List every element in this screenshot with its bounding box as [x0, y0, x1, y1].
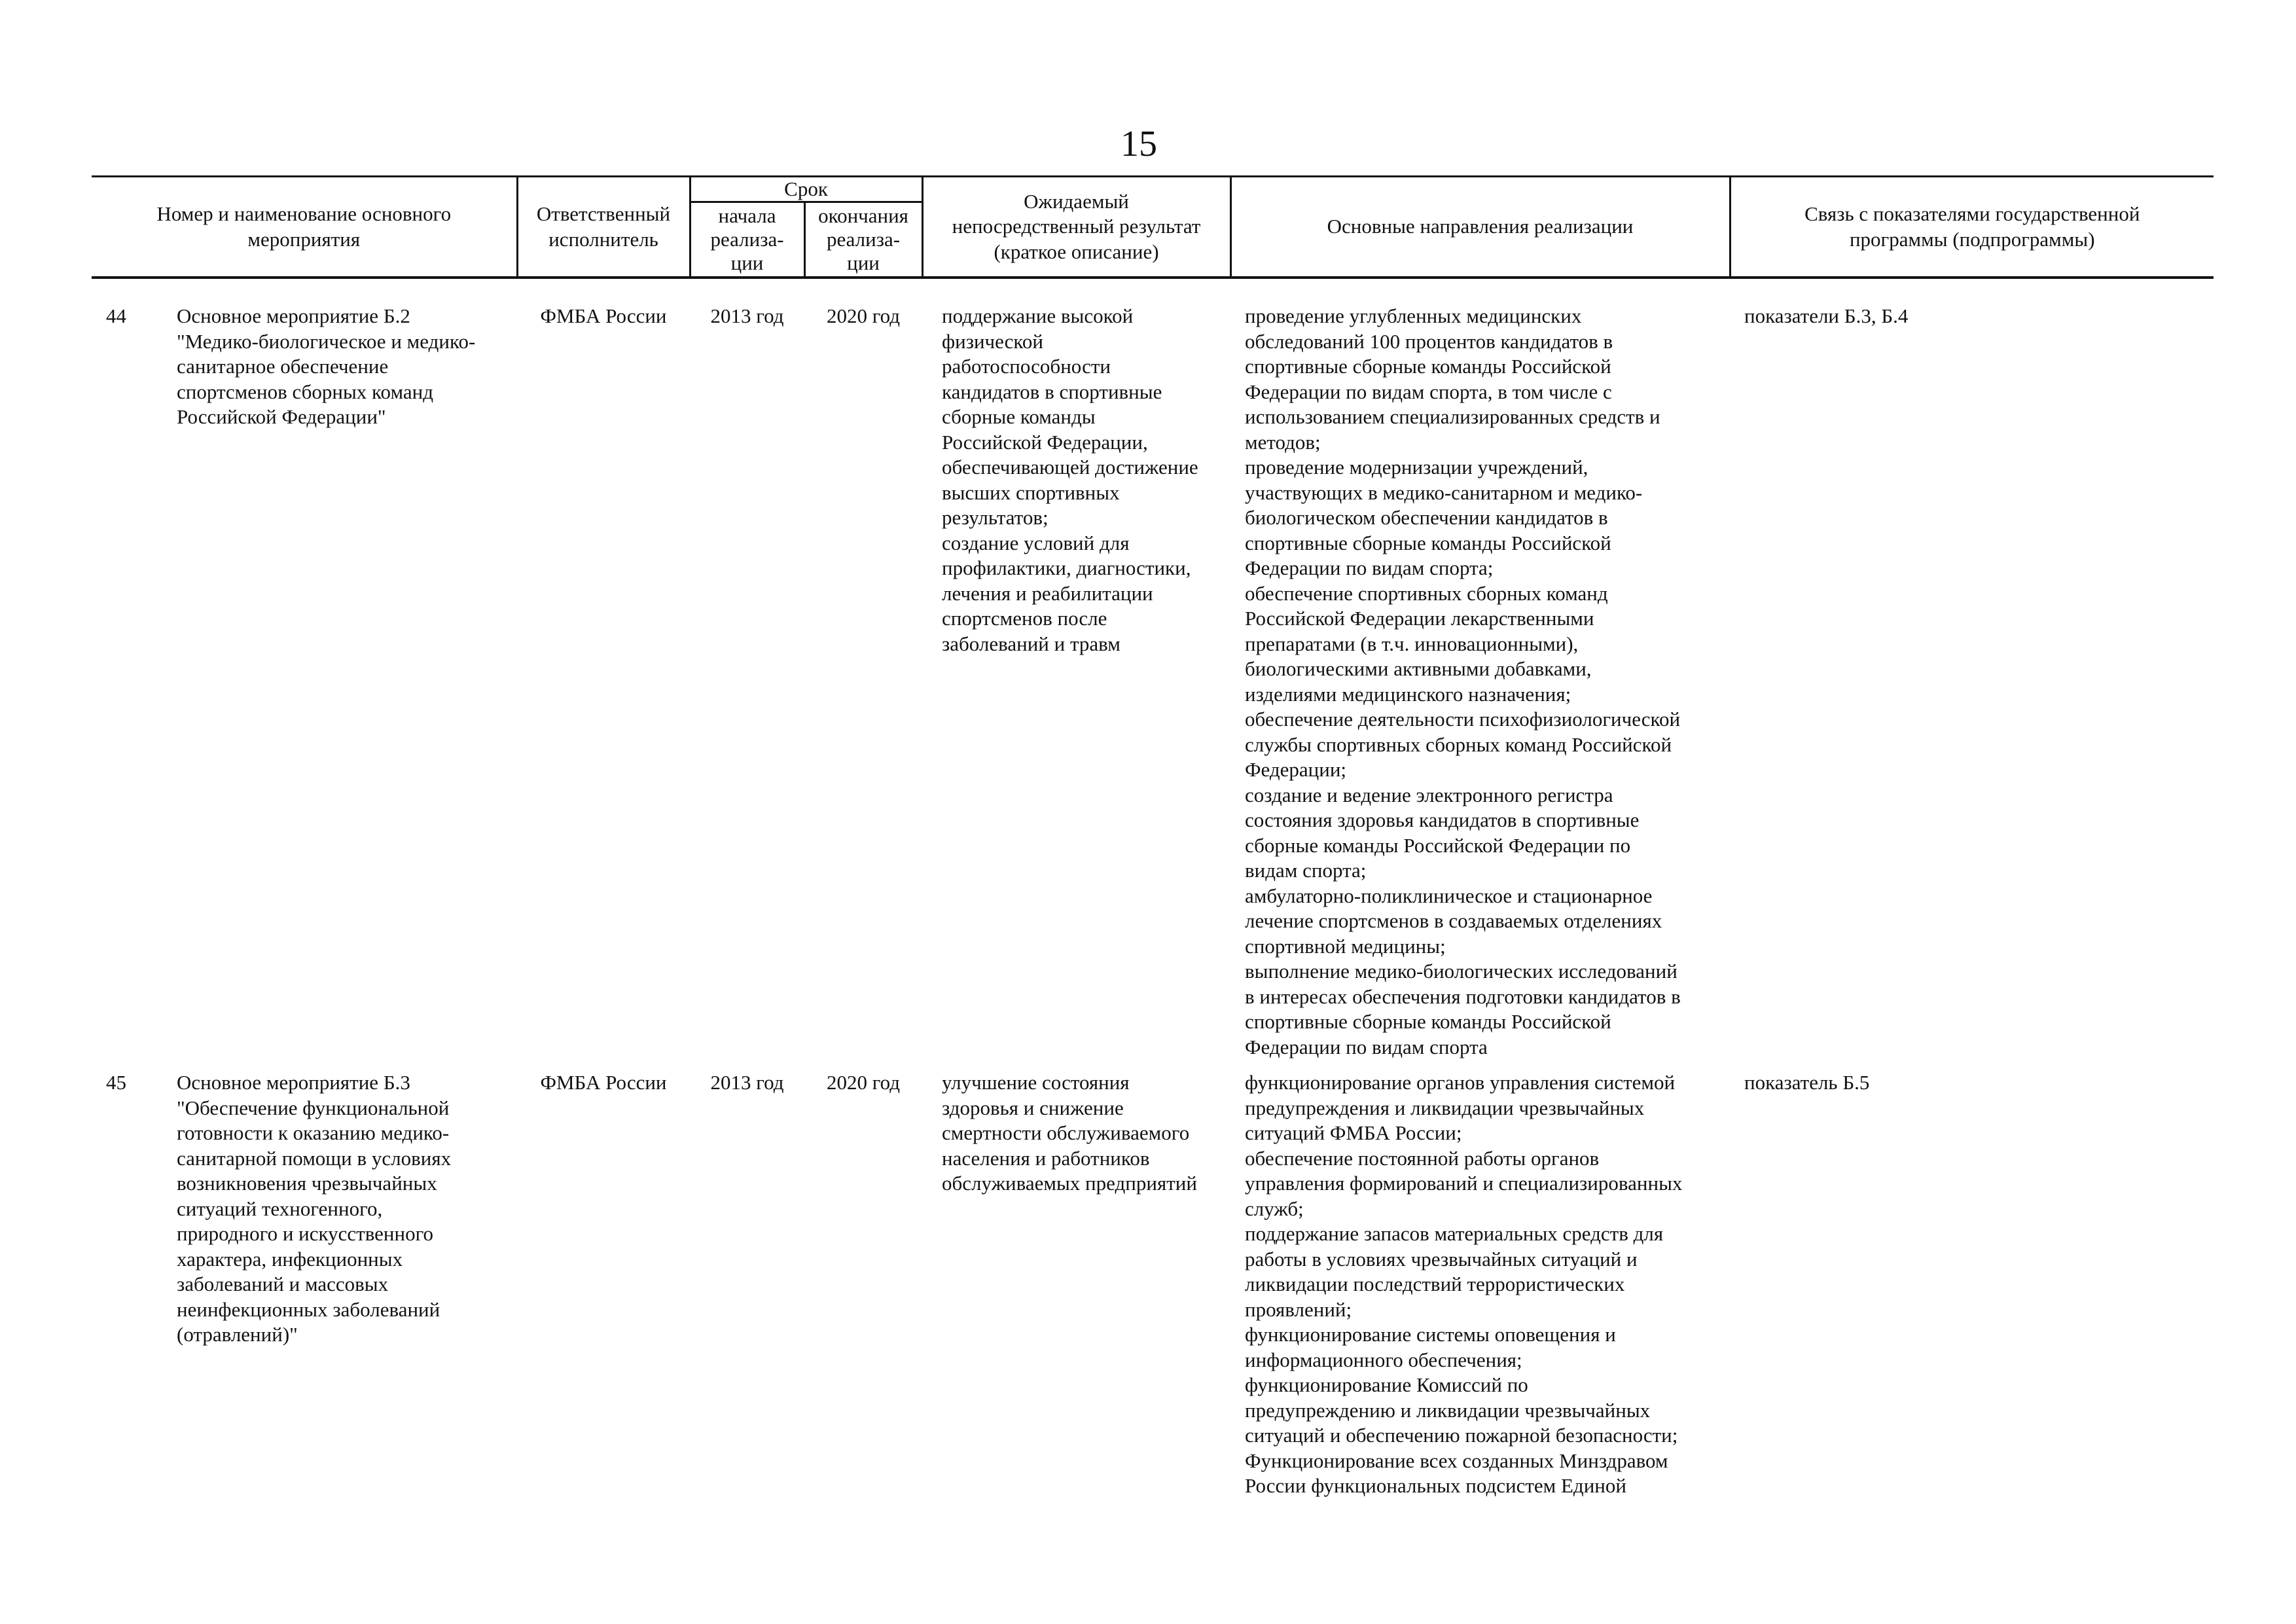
header-start: начала реализа- ции — [690, 202, 804, 278]
indicator-link: показатель Б.5 — [1744, 1071, 1870, 1094]
header-directions: Основные направления реализации — [1230, 177, 1730, 278]
header-term: Срок — [690, 177, 922, 202]
indicator-link: показатели Б.3, Б.4 — [1744, 304, 1909, 327]
expected-result: поддержание высокой физической работоспособности кандидатов в спортивные сборные команды Российской Федерации, обеспечивающей достижение высших спортивных результатов; создание условий для профилактики, диагностики, лечения и реабилитации спортсменов после заболеваний и травм — [942, 304, 1198, 655]
activity-name: Основное мероприятие Б.2 "Медико-биологическое и медико- санитарное обеспечение спортсменов сборных команд Российской Федерации" — [177, 304, 476, 428]
implementation-directions: проведение углубленных медицинских обследований 100 процентов кандидатов в спортивные сборные команды Российской Федерации по видам спорта, в том числе с использованием специализированных средств и методов; проведение модернизации учреждений, участвующих в медико-санитарном и медико- биологическом обеспечении кандидатов в спортивные сборные команды Российской Федерации по видам спорта; обеспечение спортивных сборных команд Российской Федерации лекарственными препаратами (в т.ч. инновационными), биологическими активными добавками, изделиями медицинского назначения; обеспечение деятельности психофизиологической службы спортивных сборных команд Российской Федерации; создание и ведение электронного регистра состояния здоровья кандидатов в спортивные сборные команды Российской Федерации по видам спорта; амбулаторно-поликлиническое и стационарное лечение спортсменов в создаваемых отделениях спортивной медицины; выполнение медико-биологических исследований в интересах обеспечения подготовки кандидатов в спортивные сборные команды Российской Федерации по видам спорта — [1245, 304, 1681, 1058]
implementation-directions: функционирование органов управления системой предупреждения и ликвидации чрезвычайных ситуаций ФМБА России; обеспечение постоянной работы органов управления формирований и специализированных служб; поддержание запасов материальных средств для работы в условиях чрезвычайных ситуаций и ликвидации последствий террористических проявлений; функционирование системы оповещения и информационного обеспечения; функционирование Комиссий по предупреждению и ликвидации чрезвычайных ситуаций и обеспечению пожарной безопасности; Функционирование всех созданных Минздравом России функциональных подсистем Единой — [1245, 1071, 1683, 1497]
header-end: окончания реализа- ции — [804, 202, 922, 278]
activities-table — [92, 175, 2214, 1499]
table-row — [92, 304, 2214, 1070]
header-activity-name: Номер и наименование основного мероприятия — [92, 177, 517, 278]
header-expected-result: Ожидаемый непосредственный результат (краткое описание) — [922, 177, 1230, 278]
row-number: 44 — [106, 304, 126, 327]
start-year: 2013 год — [710, 304, 784, 327]
row-number: 45 — [106, 1071, 126, 1094]
responsible: ФМБА России — [540, 304, 667, 327]
header-responsible: Ответственный исполнитель — [517, 177, 690, 278]
header-indicator-link: Связь с показателями государственной программы (подпрограммы) — [1730, 177, 2214, 278]
page-number: 15 — [1121, 124, 1157, 164]
activity-name: Основное мероприятие Б.3 "Обеспечение функциональной готовности к оказанию медико- санитарной помощи в условиях возникновения чрезвычайных ситуаций техногенного, природного и искусственного характера, инфекционных заболеваний и массовых неинфекционных заболеваний (отравлений)" — [177, 1071, 452, 1346]
table-row — [92, 1070, 2214, 1499]
expected-result: улучшение состояния здоровья и снижение смертности обслуживаемого населения и работников обслуживаемых предприятий — [942, 1071, 1197, 1195]
end-year: 2020 год — [826, 304, 901, 327]
responsible: ФМБА России — [540, 1071, 667, 1094]
end-year: 2020 год — [826, 1071, 901, 1094]
start-year: 2013 год — [710, 1071, 784, 1094]
